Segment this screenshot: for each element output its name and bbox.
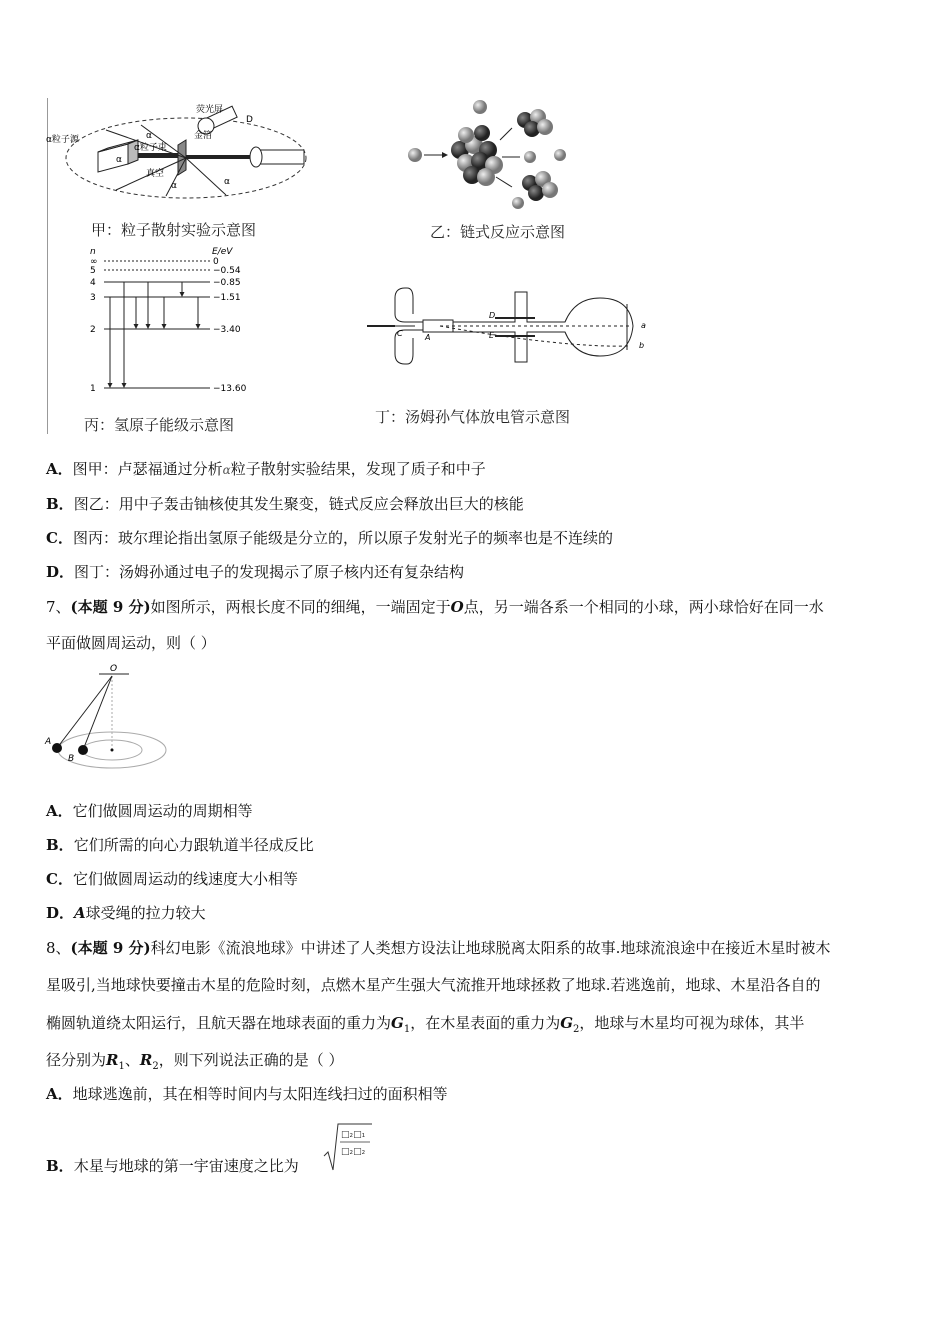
transition-arrowhead bbox=[108, 383, 113, 388]
q8-stem-line3: 椭圆轨道绕太阳运行，且航天器在地球表面的重力为$G_1$，在木星表面的重力为$G_2$，地球与木星均可视为球体，其半 bbox=[46, 1014, 805, 1035]
q7-stem-line2: 平面做圆周运动，则（ ） bbox=[46, 634, 216, 652]
label-alpha-2: α bbox=[116, 155, 122, 165]
level-energy-label: −1.51 bbox=[213, 293, 241, 303]
level-n-label: 2 bbox=[90, 325, 96, 335]
label-alpha-4: α bbox=[224, 177, 230, 187]
level-n-label: 3 bbox=[90, 293, 96, 303]
q6-option-a: A．图甲：卢瑟福通过分析α粒子散射实验结果，发现了质子和中子 bbox=[46, 460, 486, 478]
transition-arrowhead bbox=[162, 324, 167, 329]
level-energy-label: −0.85 bbox=[213, 278, 241, 288]
formula-numerator: □₂□₁ bbox=[341, 1130, 366, 1140]
level-energy-label: −3.40 bbox=[213, 325, 241, 335]
figure-bing bbox=[84, 245, 259, 400]
transition-arrowhead bbox=[146, 324, 151, 329]
sqrt-formula bbox=[322, 1120, 374, 1172]
label-alpha-3: α bbox=[171, 181, 177, 191]
label-A: A bbox=[425, 333, 431, 342]
label-B: B bbox=[68, 754, 75, 764]
n-header: n bbox=[90, 247, 96, 257]
alpha-symbol: α bbox=[222, 463, 231, 477]
label-E: E bbox=[489, 331, 495, 340]
label-O: O bbox=[110, 664, 118, 674]
q6-option-d: D．图丁：汤姆孙通过电子的发现揭示了原子核内还有复杂结构 bbox=[46, 563, 465, 581]
formula-denominator: □₂□₂ bbox=[341, 1147, 366, 1157]
caption-yi: 乙：链式反应示意图 bbox=[430, 223, 566, 241]
label-beam: α粒子束 bbox=[134, 143, 167, 153]
nucleus-main bbox=[451, 125, 503, 186]
nucleus-bottom bbox=[522, 171, 558, 201]
label-a: a bbox=[641, 321, 646, 330]
label-D: D bbox=[246, 115, 253, 125]
level-energy-label: −13.60 bbox=[213, 384, 247, 394]
caption-bing: 丙：氢原子能级示意图 bbox=[84, 416, 235, 434]
q6-option-b: B．图乙：用中子轰击铀核使其发生聚变，链式反应会释放出巨大的核能 bbox=[46, 495, 524, 513]
label-vacuum: 真空 bbox=[146, 169, 165, 179]
q7-option-c: C．它们做圆周运动的线速度大小相等 bbox=[46, 870, 298, 888]
q8-option-b: B．木星与地球的第一宇宙速度之比为 bbox=[46, 1157, 299, 1175]
figure-q7-pendulum bbox=[44, 662, 174, 780]
label-D: D bbox=[489, 311, 496, 320]
level-n-label: 4 bbox=[90, 278, 96, 288]
q8-option-a: A．地球逃逸前，其在相等时间内与太阳连线扫过的面积相等 bbox=[46, 1085, 448, 1103]
figure-jia bbox=[46, 100, 311, 210]
e-header: E/eV bbox=[212, 247, 233, 257]
level-energy-label: −0.54 bbox=[213, 266, 241, 276]
label-C: C bbox=[397, 329, 403, 338]
transition-arrowhead bbox=[196, 324, 201, 329]
label-b: b bbox=[639, 341, 645, 350]
label-foil: 金箔 bbox=[194, 131, 213, 141]
transition-arrowhead bbox=[134, 324, 139, 329]
caption-jia: 甲：粒子散射实验示意图 bbox=[91, 221, 257, 239]
q7-stem-line1: 7、(本题 9 分)如图所示，两根长度不同的细绳，一端固定于O点，另一端各系一个相同的小球，两小球恰好在同一水 bbox=[46, 598, 824, 616]
transition-arrowhead bbox=[180, 292, 185, 297]
q7-option-a: A．它们做圆周运动的周期相等 bbox=[46, 802, 253, 820]
figure-yi bbox=[400, 95, 580, 210]
caption-ding: 丁：汤姆孙气体放电管示意图 bbox=[375, 408, 571, 426]
nucleus-top bbox=[517, 109, 553, 137]
q6-option-c: C．图丙：玻尔理论指出氢原子能级是分立的，所以原子发射光子的频率也是不连续的 bbox=[46, 529, 613, 547]
level-energy-label: 0 bbox=[213, 257, 219, 267]
q7-option-b: B．它们所需的向心力跟轨道半径成反比 bbox=[46, 836, 314, 854]
label-screen: 荧光屏 bbox=[196, 105, 224, 115]
level-n-label: ∞ bbox=[90, 257, 98, 267]
label-source: α粒子源 bbox=[46, 135, 79, 145]
label-A: A bbox=[45, 737, 52, 747]
level-n-label: 5 bbox=[90, 266, 96, 276]
q7-option-d: D．A球受绳的拉力较大 bbox=[46, 904, 206, 922]
q8-stem-line1: 8、(本题 9 分)科幻电影《流浪地球》中讲述了人类想方设法让地球脱离太阳系的故事.地球流浪途中在接近木星时被木 bbox=[46, 939, 831, 957]
q8-stem-line4: 径分别为$R_1$、$R_2$，则下列说法正确的是（ ） bbox=[46, 1051, 344, 1072]
figure-ding bbox=[365, 278, 655, 378]
level-n-label: 1 bbox=[90, 384, 96, 394]
q8-stem-line2: 星吸引,当地球快要撞击木星的危险时刻，点燃木星产生强大气流推开地球拯救了地球.若逃逸前，地球、木星沿各自的 bbox=[46, 976, 821, 994]
transition-arrowhead bbox=[122, 383, 127, 388]
label-alpha-1: α bbox=[146, 131, 152, 141]
